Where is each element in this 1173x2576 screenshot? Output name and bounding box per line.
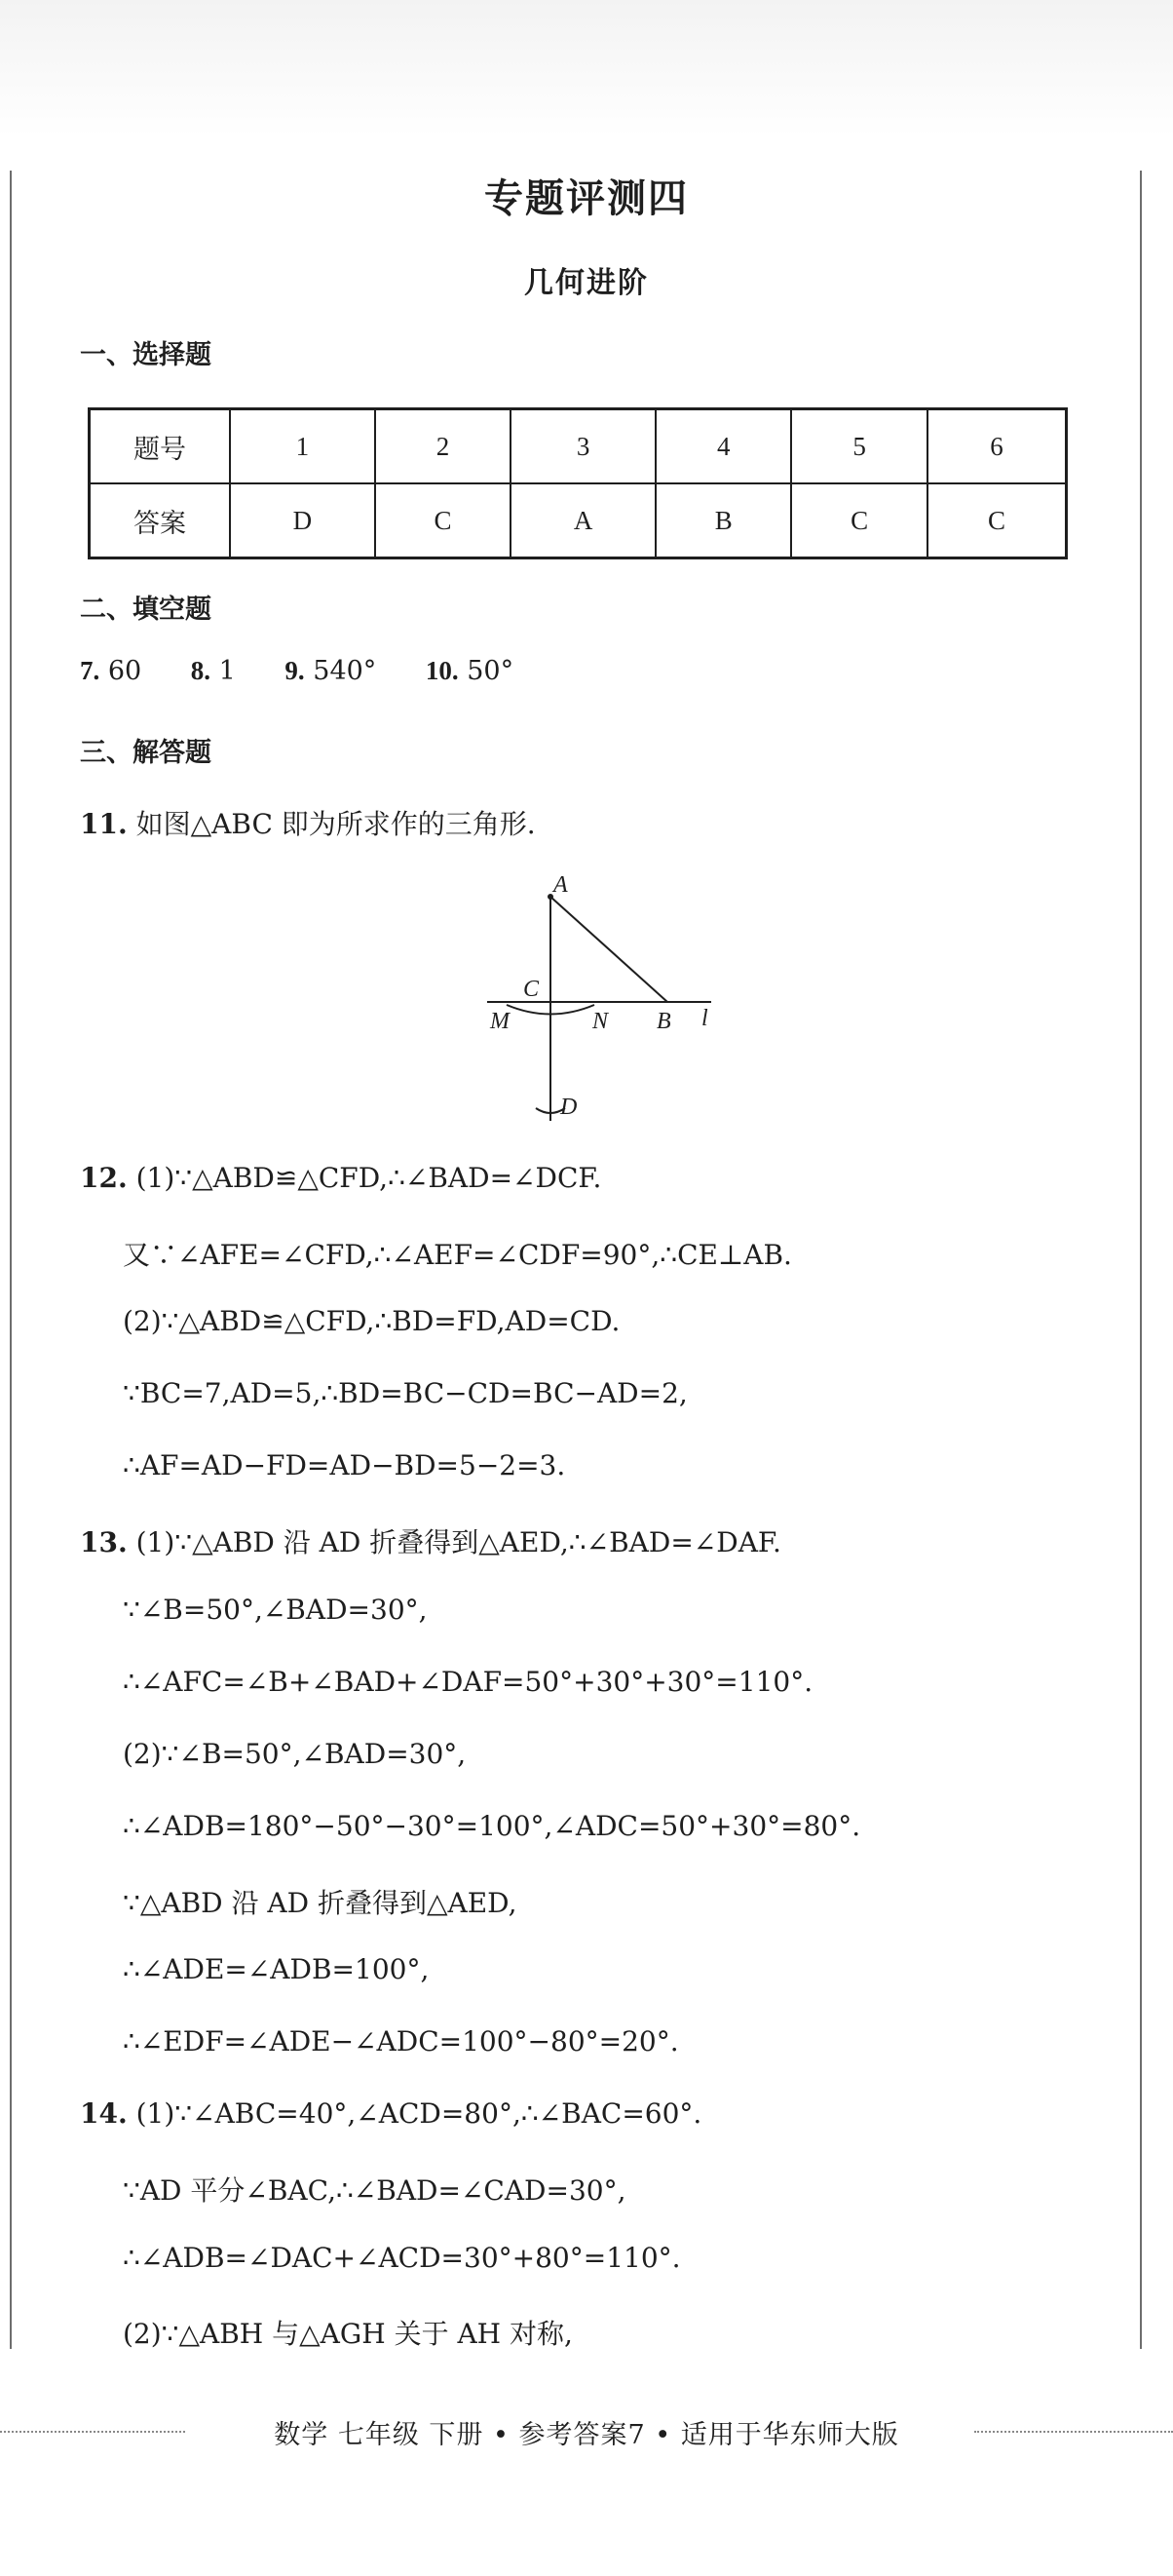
solution-text: (2)∵∠B=50°,∠BAD=30°, xyxy=(123,1738,467,1770)
table-header-label: 题号 xyxy=(90,409,231,484)
label-m: M xyxy=(490,1009,510,1034)
table-answer: B xyxy=(656,483,791,558)
fill-answer-value: 50° xyxy=(467,656,514,686)
question-number: 14. xyxy=(80,2097,128,2130)
solution-text: (1)∵△ABD≌△CFD,∴∠BAD=∠DCF. xyxy=(135,1162,602,1194)
solution-line xyxy=(123,1377,688,1409)
solution-text: ∵AD 平分∠BAC,∴∠BAD=∠CAD=30°, xyxy=(123,2174,626,2207)
solution-line xyxy=(123,1738,466,1770)
solution-text: (2)∵△ABH 与△AGH 关于 AH 对称, xyxy=(123,2318,573,2350)
label-c: C xyxy=(523,977,540,1002)
answer-table xyxy=(88,407,1068,559)
fill-answer-number: 7. xyxy=(80,656,100,685)
solution-line xyxy=(123,2242,681,2274)
answer-table-number-row xyxy=(90,409,1067,484)
label-n: N xyxy=(592,1009,609,1034)
table-answer: D xyxy=(230,483,375,558)
fill-answer-value: 60 xyxy=(107,656,142,686)
fill-answer-item xyxy=(80,656,141,686)
question-number: 11. xyxy=(80,808,128,840)
section-choice-heading: 一、选择题 xyxy=(80,340,211,370)
solution-line xyxy=(80,1162,601,1194)
fill-answer-number: 9. xyxy=(284,656,305,685)
label-a: A xyxy=(553,872,568,898)
solution-text: ∴∠ADB=∠DAC+∠ACD=30°+80°=110°. xyxy=(123,2242,681,2274)
fill-answer-value: 1 xyxy=(218,656,236,686)
left-margin-line xyxy=(10,171,12,2349)
section-solve-heading: 三、解答题 xyxy=(80,738,211,768)
fill-answers xyxy=(80,656,554,686)
fill-answer-item xyxy=(284,656,376,686)
solution-text: ∴∠ADB=180°−50°−30°=100°,∠ADC=50°+30°=80°. xyxy=(123,1810,861,1842)
fill-answer-value: 540° xyxy=(313,656,377,686)
page-top-shade xyxy=(0,0,1173,136)
question-number: 13. xyxy=(80,1526,128,1558)
solution-line xyxy=(123,2025,679,2057)
solution-line xyxy=(123,2170,626,2209)
right-margin-line xyxy=(1140,171,1142,2349)
table-answer-label: 答案 xyxy=(90,483,231,558)
solution-text: (1)∵△ABD 沿 AD 折叠得到△AED,∴∠BAD=∠DAF. xyxy=(135,1526,781,1558)
question-11-text: 如图△ABC 即为所求作的三角形. xyxy=(135,808,536,840)
label-b: B xyxy=(657,1009,671,1034)
table-number: 2 xyxy=(375,409,511,484)
section-fill-heading: 二、填空题 xyxy=(80,595,211,625)
solution-line xyxy=(123,1449,565,1481)
solution-line xyxy=(80,2097,701,2130)
solution-text: (1)∵∠ABC=40°,∠ACD=80°,∴∠BAC=60°. xyxy=(135,2097,702,2130)
label-d: D xyxy=(560,1095,578,1120)
question-number: 12. xyxy=(80,1162,128,1194)
solution-text: ∵∠B=50°,∠BAD=30°, xyxy=(123,1594,428,1626)
fill-answer-number: 10. xyxy=(425,656,459,685)
table-answer: A xyxy=(511,483,656,558)
solution-text: ∴AF=AD−FD=AD−BD=5−2=3. xyxy=(123,1449,566,1481)
solution-line xyxy=(123,1953,429,1985)
solution-text: ∴∠ADE=∠ADB=100°, xyxy=(123,1953,430,1985)
solution-text: ∴∠EDF=∠ADE−∠ADC=100°−80°=20°. xyxy=(123,2025,679,2057)
solution-text: ∴∠AFC=∠B+∠BAD+∠DAF=50°+30°+30°=110°. xyxy=(123,1666,814,1698)
solution-text: ∵BC=7,AD=5,∴BD=BC−CD=BC−AD=2, xyxy=(123,1377,688,1409)
answer-table-answer-row xyxy=(90,483,1067,558)
solution-text: ∵△ABD 沿 AD 折叠得到△AED, xyxy=(123,1887,517,1919)
solution-line xyxy=(80,1521,781,1560)
solution-line xyxy=(123,1810,860,1842)
table-number: 4 xyxy=(656,409,791,484)
page-subtitle: 几何进阶 xyxy=(524,266,649,300)
solution-line xyxy=(123,1594,428,1626)
table-answer: C xyxy=(375,483,511,558)
table-answer: C xyxy=(791,483,927,558)
solution-line xyxy=(123,2313,573,2352)
table-number: 6 xyxy=(927,409,1067,484)
solution-text: 又∵∠AFE=∠CFD,∴∠AEF=∠CDF=90°,∴CE⊥AB. xyxy=(123,1239,792,1271)
solution-line xyxy=(123,1882,517,1921)
solution-line xyxy=(123,1305,620,1337)
solution-line xyxy=(123,1666,813,1698)
fill-answer-item xyxy=(426,656,513,686)
page-footer: 数学 七年级 下册 • 参考答案7 • 适用于华东师大版 xyxy=(274,2420,899,2450)
table-number: 3 xyxy=(511,409,656,484)
fill-answer-number: 8. xyxy=(190,656,211,685)
table-answer: C xyxy=(927,483,1067,558)
solution-text: (2)∵△ABD≌△CFD,∴BD=FD,AD=CD. xyxy=(123,1305,621,1337)
solution-line xyxy=(123,1234,792,1273)
table-number: 1 xyxy=(230,409,375,484)
question-11 xyxy=(80,803,536,842)
label-l: l xyxy=(701,1006,708,1031)
fill-answer-item xyxy=(191,656,236,686)
segment-ab xyxy=(550,897,667,1002)
page-title: 专题评测四 xyxy=(484,176,689,221)
construction-figure xyxy=(468,863,731,1135)
table-number: 5 xyxy=(791,409,927,484)
